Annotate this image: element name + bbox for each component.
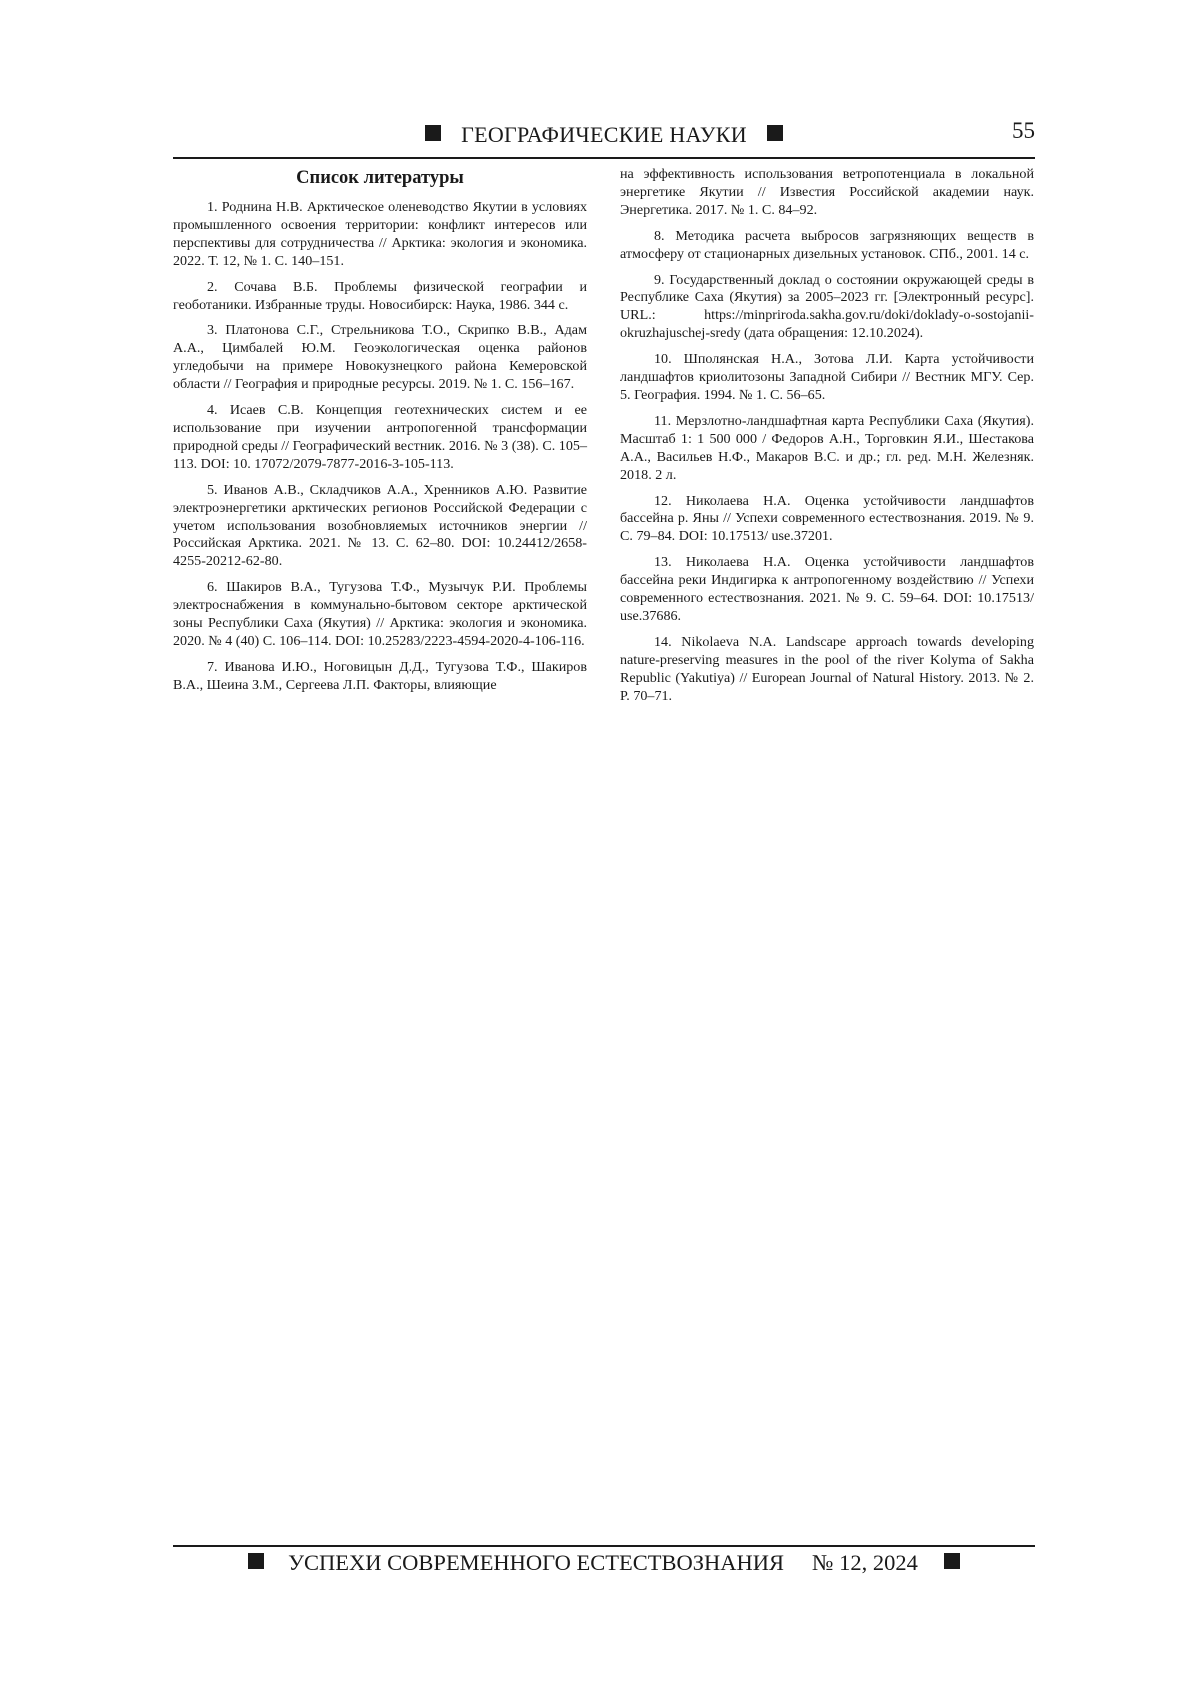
reference-item: 6. Шакиров В.А., Тугузова Т.Ф., Музычук Р.И. Проблемы электроснабжения в коммунально-бытовом секторе арктической зоны Республики Саха (Якутия) // Арктика: экология и экономика. 2020. № 4 (40) С. 106–114. DOI: 10.25283/2223-4594-2020-4-106-116. <box>173 579 587 649</box>
header-rule <box>173 157 1035 159</box>
square-bullet-icon <box>248 1553 264 1569</box>
footer-rule <box>173 1545 1035 1547</box>
reference-item: 1. Роднина Н.В. Арктическое оленеводство Якутии в условиях промышленного освоения территории: конфликт интересов или перспективы для сотрудничества // Арктика: экология и экономика. 2022. Т. 12, № 1. С. 140–151. <box>173 199 587 269</box>
section-title: ГЕОГРАФИЧЕСКИЕ НАУКИ <box>461 122 747 147</box>
references-title: Список литературы <box>296 168 464 188</box>
page-number: 55 <box>1012 118 1035 143</box>
reference-item: 5. Иванов А.В., Складчиков А.А., Хренников А.Ю. Развитие электроэнергетики арктических регионов Российской Федерации с учетом использования возобновляемых источников энергии // Российская Арктика. 2021. № 13. С. 62–80. DOI: 10.24412/2658-4255-20212-62-80. <box>173 481 587 570</box>
running-footer <box>173 1550 1035 1584</box>
reference-item: 2. Сочава В.Б. Проблемы физической географии и геоботаники. Избранные труды. Новосибирск: Наука, 1986. 344 с. <box>173 278 587 313</box>
square-bullet-icon <box>767 125 783 141</box>
reference-item: 10. Шполянская Н.А., Зотова Л.И. Карта устойчивости ландшафтов криолитозоны Западной Сибири // Вестник МГУ. Сер. 5. География. 1994. № 1. С. 56–65. <box>620 351 1034 403</box>
right-column <box>620 166 1034 713</box>
reference-item: 9. Государственный доклад о состоянии окружающей среды в Республике Саха (Якутия) за 2005–2023 гг. [Электронный ресурс]. URL.: https://minpriroda.sakha.gov.ru/doki/doklady-o-sostojanii-okruzhajuschej-sredy (дата обращения: 12.10.2024). <box>620 271 1034 342</box>
reference-item: 4. Исаев С.В. Концепция геотехнических систем и ее использование при изучении антропогенной трансформации природной среды // Географический вестник. 2016. № 3 (38). С. 105–113. DOI: 10. 17072/2079-7877-2016-3-105-113. <box>173 402 587 472</box>
running-header <box>173 118 1035 154</box>
reference-item: 12. Николаева Н.А. Оценка устойчивости ландшафтов бассейна р. Яны // Успехи современного естествознания. 2019. № 9. С. 79–84. DOI: 10.17513/ use.37201. <box>620 492 1034 545</box>
section-heading <box>173 122 1035 148</box>
reference-item: 14. Nikolaeva N.A. Landscape approach towards developing nature-preserving measures in the pool of the river Kolyma of Sakha Republic (Yakutiya) // European Journal of Natural History. 2013. № 2. P. 70–71. <box>620 633 1034 704</box>
square-bullet-icon <box>944 1553 960 1569</box>
reference-item: 7. Иванова И.Ю., Ноговицын Д.Д., Тугузова Т.Ф., Шакиров В.А., Шеина З.М., Сергеева Л.П. Факторы, влияющие <box>173 658 587 693</box>
square-bullet-icon <box>425 125 441 141</box>
reference-item: 3. Платонова С.Г., Стрельникова Т.О., Скрипко В.В., Адам А.А., Цимбалей Ю.М. Геоэкологическая оценка районов угледобычи на примере Новокузнецкого района Кемеровской области // География и природные ресурсы. 2019. № 1. С. 156–167. <box>173 322 587 393</box>
left-column <box>173 166 587 703</box>
reference-item-continuation: на эффективность использования ветропотенциала в локальной энергетике Якутии // Известия Российской академии наук. Энергетика. 2017. № 1. С. 84–92. <box>620 166 1034 218</box>
reference-item: 13. Николаева Н.А. Оценка устойчивости ландшафтов бассейна реки Индигирка к антропогенному воздействию // Успехи современного естествознания. 2021. № 9. С. 59–64. DOI: 10.17513/ use.37686. <box>620 554 1034 624</box>
reference-item: 8. Методика расчета выбросов загрязняющих веществ в атмосферу от стационарных дизельных установок. СПб., 2001. 14 с. <box>620 227 1034 262</box>
journal-title: УСПЕХИ СОВРЕМЕННОГО ЕСТЕСТВОЗНАНИЯ <box>288 1550 785 1575</box>
reference-item: 11. Мерзлотно-ландшафтная карта Республики Саха (Якутия). Масштаб 1: 1 500 000 / Федоров А.Н., Торговкин Я.И., Шестакова А.А., Васильев Н.Ф., Макаров В.С. и др.; гл. ред. М.Н. Железняк. 2018. 2 л. <box>620 412 1034 483</box>
issue-number: № 12, 2024 <box>812 1550 918 1575</box>
